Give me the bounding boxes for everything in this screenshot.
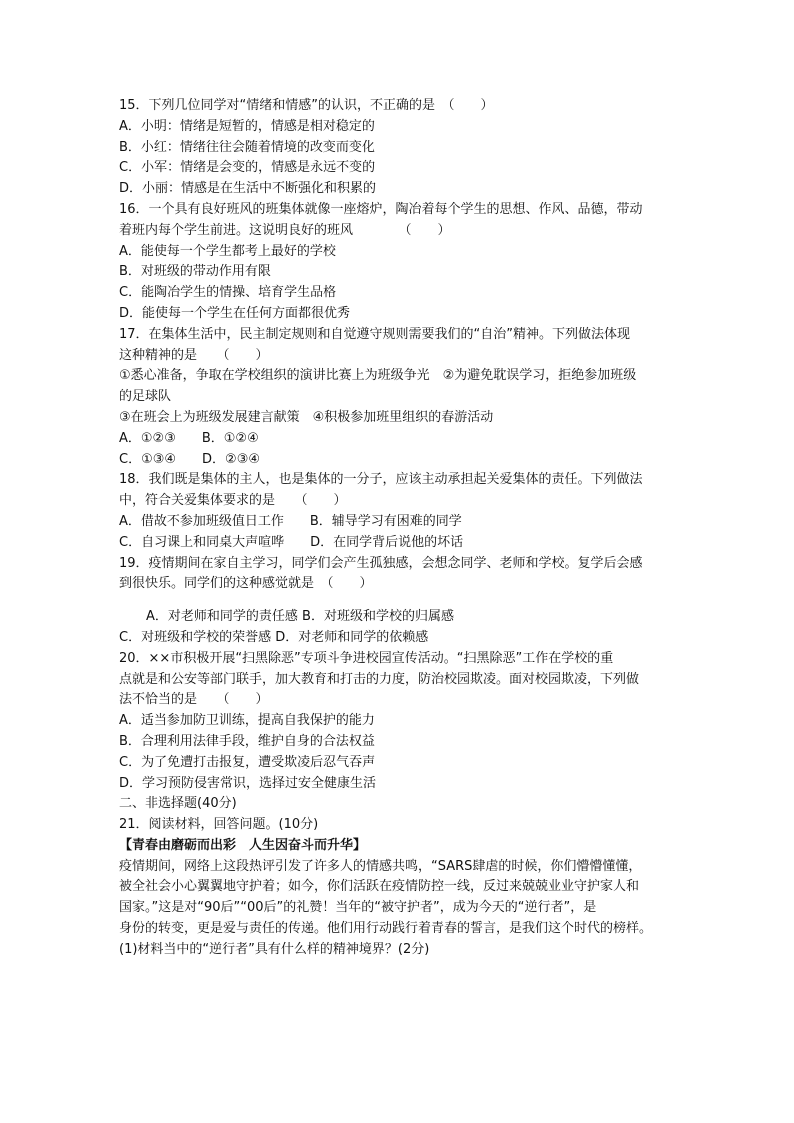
material-line-1: 疫情期间，网络上这段热评引发了许多人的情感共鸣，“SARS肆虐的时候，你们懵懵懂懂， <box>119 858 642 874</box>
q20-stem-line-3: 法不恰当的是 （ ） <box>119 692 269 708</box>
q19-stem-line-1: 19．疫情期间在家自主学习，同学们会产生孤独感，会想念同学、老师和学校。复学后会感 <box>119 555 643 571</box>
q18-options-ab: A．借故不参加班级值日工作 B．辅导学习有困难的同学 <box>119 513 462 529</box>
q17-stem-line-2: 这种精神的是 （ ） <box>119 347 269 363</box>
q20-option-a: A．适当参加防卫训练，提高自我保护的能力 <box>119 713 375 729</box>
q16-stem-line-1: 16．一个具有良好班风的班集体就像一座熔炉，陶冶着每个学生的思想、作风、品德，带动 <box>119 201 643 217</box>
exam-page <box>119 96 679 961</box>
q16-option-d: D．能使每一个学生在任何方面都很优秀 <box>119 305 351 321</box>
q15-stem: 15．下列几位同学对“情绪和情感”的认识，不正确的是 （ ） <box>119 98 494 113</box>
q15-option-b: B．小红：情绪往往会随着情境的改变而变化 <box>119 139 375 155</box>
q15-option-d: D．小丽：情感是在生活中不断强化和积累的 <box>119 181 377 197</box>
q17-statement-line-1: ①悉心准备，争取在学校组织的演讲比赛上为班级争光 ②为避免耽误学习，拒绝参加班级 <box>119 368 637 384</box>
q17-options-cd: C．①③④ D．②③④ <box>119 451 261 467</box>
q15-option-c: C．小军：情绪是会变的，情感是永远不变的 <box>119 160 376 176</box>
q20-option-c: C．为了免遭打击报复，遭受欺凌后忍气吞声 <box>119 754 376 770</box>
q18-stem-line-1: 18．我们既是集体的主人，也是集体的一分子，应该主动承担起关爱集体的责任。下列做法 <box>119 472 643 488</box>
q19-stem-line-2: 到很快乐。同学们的这种感觉就是 （ ） <box>119 576 373 592</box>
section-heading: 二、非选择题(40分) <box>119 796 237 812</box>
q17-statement-line-2: 的足球队 <box>119 389 172 405</box>
material-line-3: 国家。”这是对“90后”“00后”的礼赞！当年的“被守护者”，成为今天的“逆行者”，是 <box>119 900 597 916</box>
material-line-2: 被全社会小心翼翼地守护着；如今，你们活跃在疫情防控一线，反过来兢兢业业守护家人和 <box>119 879 640 895</box>
material-title: 【青春由磨砺而出彩 人生因奋斗而升华】 <box>119 837 367 853</box>
q17-options-ab: A．①②③ B．①②④ <box>119 430 259 446</box>
q21-title: 21．阅读材料，回答问题。(10分) <box>119 817 319 833</box>
q16-option-c: C．能陶冶学生的情操、培育学生品格 <box>119 285 337 301</box>
q21-sub-question-1: (1)材料当中的“逆行者”具有什么样的精神境界？(2分) <box>119 941 430 957</box>
q19-options-cd: C．对班级和学校的荣誉感 D．对老师和同学的依赖感 <box>119 629 429 645</box>
q17-stem-line-1: 17．在集体生活中，民主制定规则和自觉遵守规则需要我们的“自治”精神。下列做法体现 <box>119 326 631 342</box>
q20-option-b: B．合理利用法律手段，维护自身的合法权益 <box>119 733 375 749</box>
q17-statement-line-3: ③在班会上为班级发展建言献策 ④积极参加班里组织的春游活动 <box>119 409 494 425</box>
q18-options-cd: C．自习课上和同桌大声喧哗 D．在同学背后说他的坏话 <box>119 534 464 550</box>
q20-stem-line-2: 点就是和公安等部门联手，加大教育和打击的力度，防治校园欺凌。面对校园欺凌，下列做 <box>119 671 640 687</box>
q15-option-a: A．小明：情绪是短暂的，情感是相对稳定的 <box>119 118 375 134</box>
q20-option-d: D．学习预防侵害常识，选择过安全健康生活 <box>119 775 377 791</box>
q20-stem-line-1: 20．××市积极开展“扫黑除恶”专项斗争进校园宣传活动。“扫黑除恶”工作在学校的重 <box>119 650 614 666</box>
q18-stem-line-2: 中，符合关爱集体要求的是 （ ） <box>119 493 347 509</box>
q19-options-ab: A．对老师和同学的责任感 B．对班级和学校的归属感 <box>146 609 454 625</box>
q16-stem-line-2: 着班内每个学生前进。这说明良好的班风 （ ） <box>119 222 451 238</box>
q16-option-b: B．对班级的带动作用有限 <box>119 264 271 280</box>
material-line-4: 身份的转变，更是爱与责任的传递。他们用行动践行着青春的誓言，是我们这个时代的榜样。 <box>119 921 653 937</box>
q16-option-a: A．能使每一个学生都考上最好的学校 <box>119 243 336 259</box>
